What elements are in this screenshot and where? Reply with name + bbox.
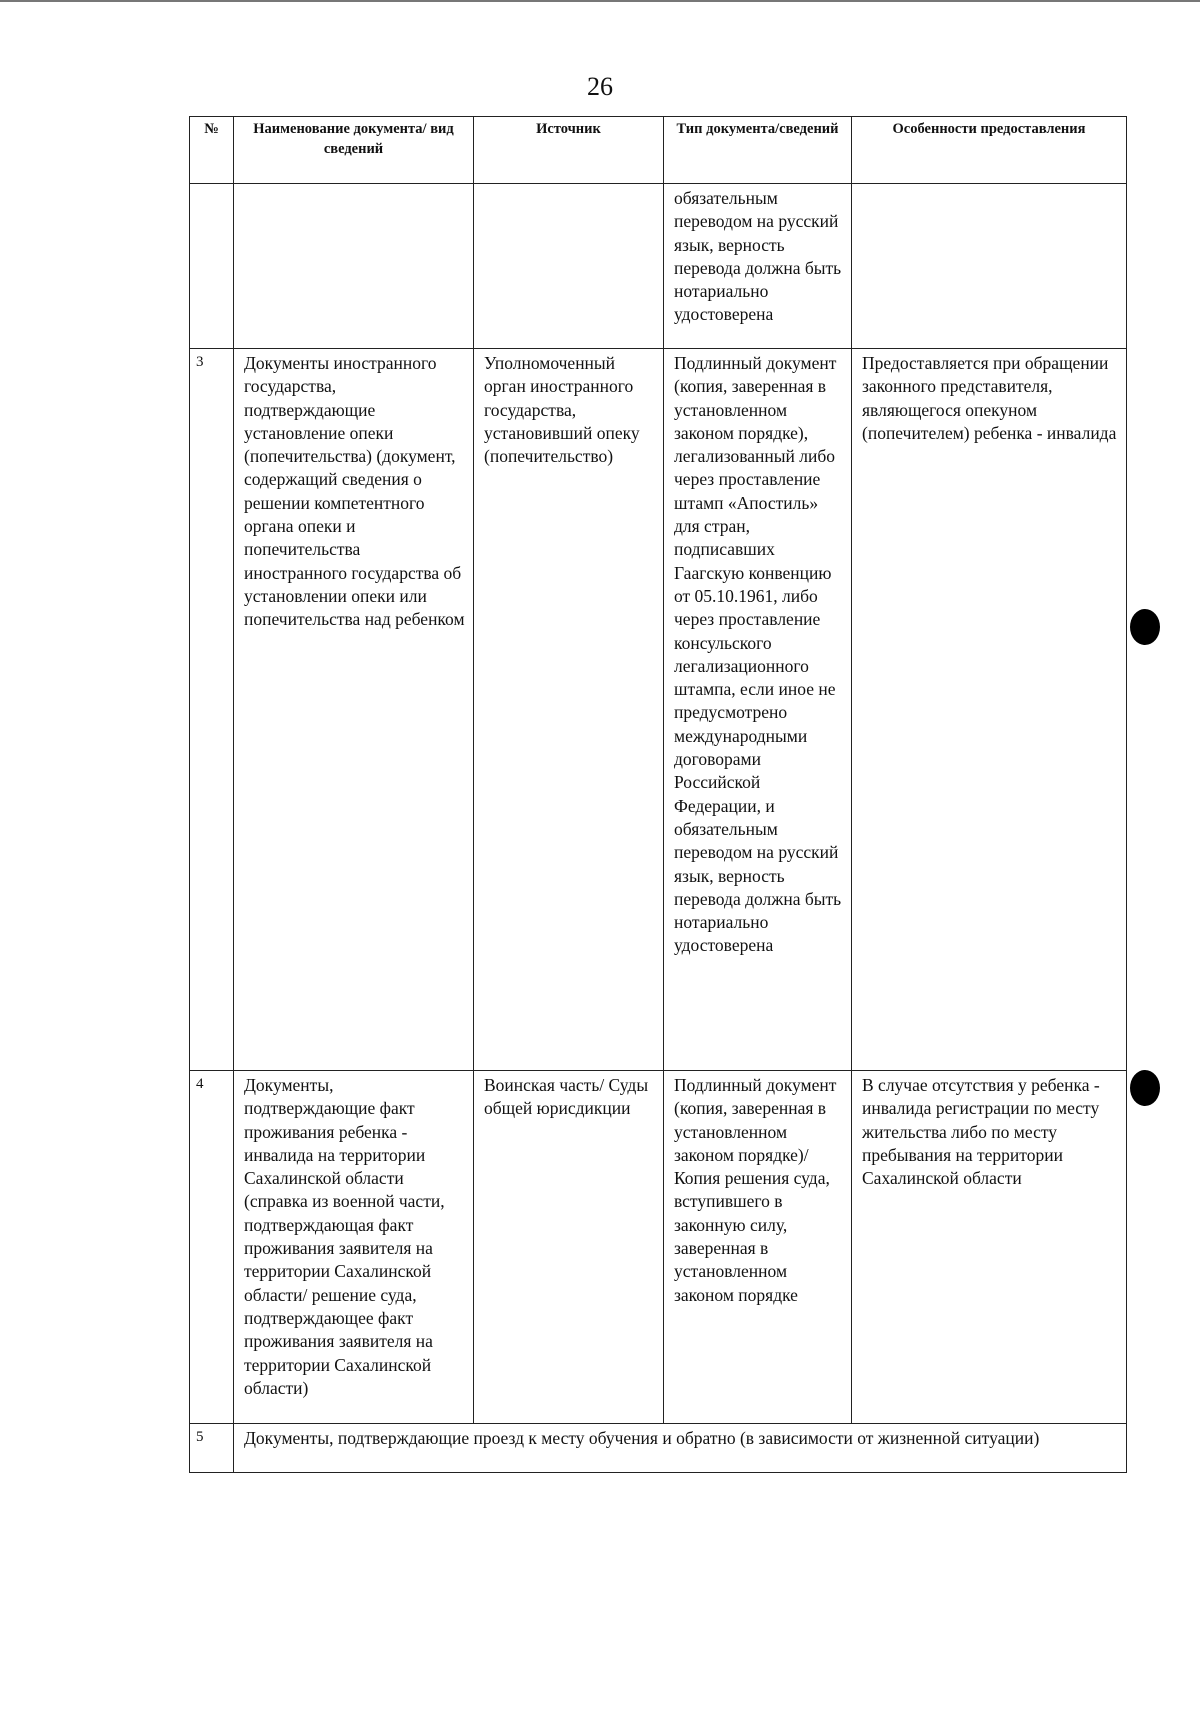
- table-row: [190, 1424, 1127, 1473]
- document-name-cell: [234, 184, 474, 349]
- scan-top-edge: [0, 0, 1200, 2]
- row-number: [190, 184, 234, 349]
- table-header-row: [190, 117, 1127, 184]
- page-number: 26: [587, 72, 613, 101]
- features-cell: В случае отсутствия у ребенка - инвалида регистрации по месту жительства либо по месту пребывания на территории Сахалинской области: [852, 1071, 1127, 1424]
- documents-table: [189, 116, 1127, 1473]
- document-type-cell: обязательным переводом на русский язык, верность перевода должна быть нотариально удостоверена: [664, 184, 852, 349]
- table-row: [190, 1071, 1127, 1424]
- table-row: [190, 349, 1127, 1071]
- header-document-name: Наименование документа/ вид сведений: [234, 117, 474, 184]
- table-row: [190, 184, 1127, 349]
- header-document-type: Тип документа/сведений: [664, 117, 852, 184]
- document-name-cell: Документы иностранного государства, подтверждающие установление опеки (попечительства) (документ, содержащий сведения о решении компетентного органа опеки и попечительства иностранного государства об установлении опеки или попечительства над ребенком: [234, 349, 474, 1071]
- merged-description-cell: Документы, подтверждающие проезд к месту обучения и обратно (в зависимости от жизненной ситуации): [234, 1424, 1127, 1473]
- row-number: 4: [190, 1071, 234, 1424]
- source-cell: Уполномоченный орган иностранного государства, установивший опеку (попечительство): [474, 349, 664, 1071]
- source-cell: [474, 184, 664, 349]
- source-cell: Воинская часть/ Суды общей юрисдикции: [474, 1071, 664, 1424]
- document-type-cell: Подлинный документ (копия, заверенная в установленном законом порядке), легализованный либо через проставление штамп «Апостиль» для стран, подписавших Гаагскую конвенцию от 05.10.1961, либо через проставление консульского легализационного штампа, если иное не предусмотрено международными договорами Российской Федерации, и обязательным переводом на русский язык, верность перевода должна быть нотариально удостоверена: [664, 349, 852, 1071]
- header-features: Особенности предоставления: [852, 117, 1127, 184]
- document-type-cell: Подлинный документ (копия, заверенная в установленном законом порядке)/ Копия решения суда, вступившего в законную силу, заверенная в установленном законом порядке: [664, 1071, 852, 1424]
- document-name-cell: Документы, подтверждающие факт проживания ребенка - инвалида на территории Сахалинской области (справка из военной части, подтверждающая факт проживания заявителя на территории Сахалинской области/ решение суда, подтверждающее факт проживания заявителя на территории Сахалинской области): [234, 1071, 474, 1424]
- binder-hole-mark: [1130, 1070, 1160, 1106]
- header-source: Источник: [474, 117, 664, 184]
- row-number: 5: [190, 1424, 234, 1473]
- features-cell: [852, 184, 1127, 349]
- binder-hole-mark: [1130, 609, 1160, 645]
- header-number: №: [190, 117, 234, 184]
- row-number: 3: [190, 349, 234, 1071]
- features-cell: Предоставляется при обращении законного представителя, являющегося опекуном (попечителем) ребенка - инвалида: [852, 349, 1127, 1071]
